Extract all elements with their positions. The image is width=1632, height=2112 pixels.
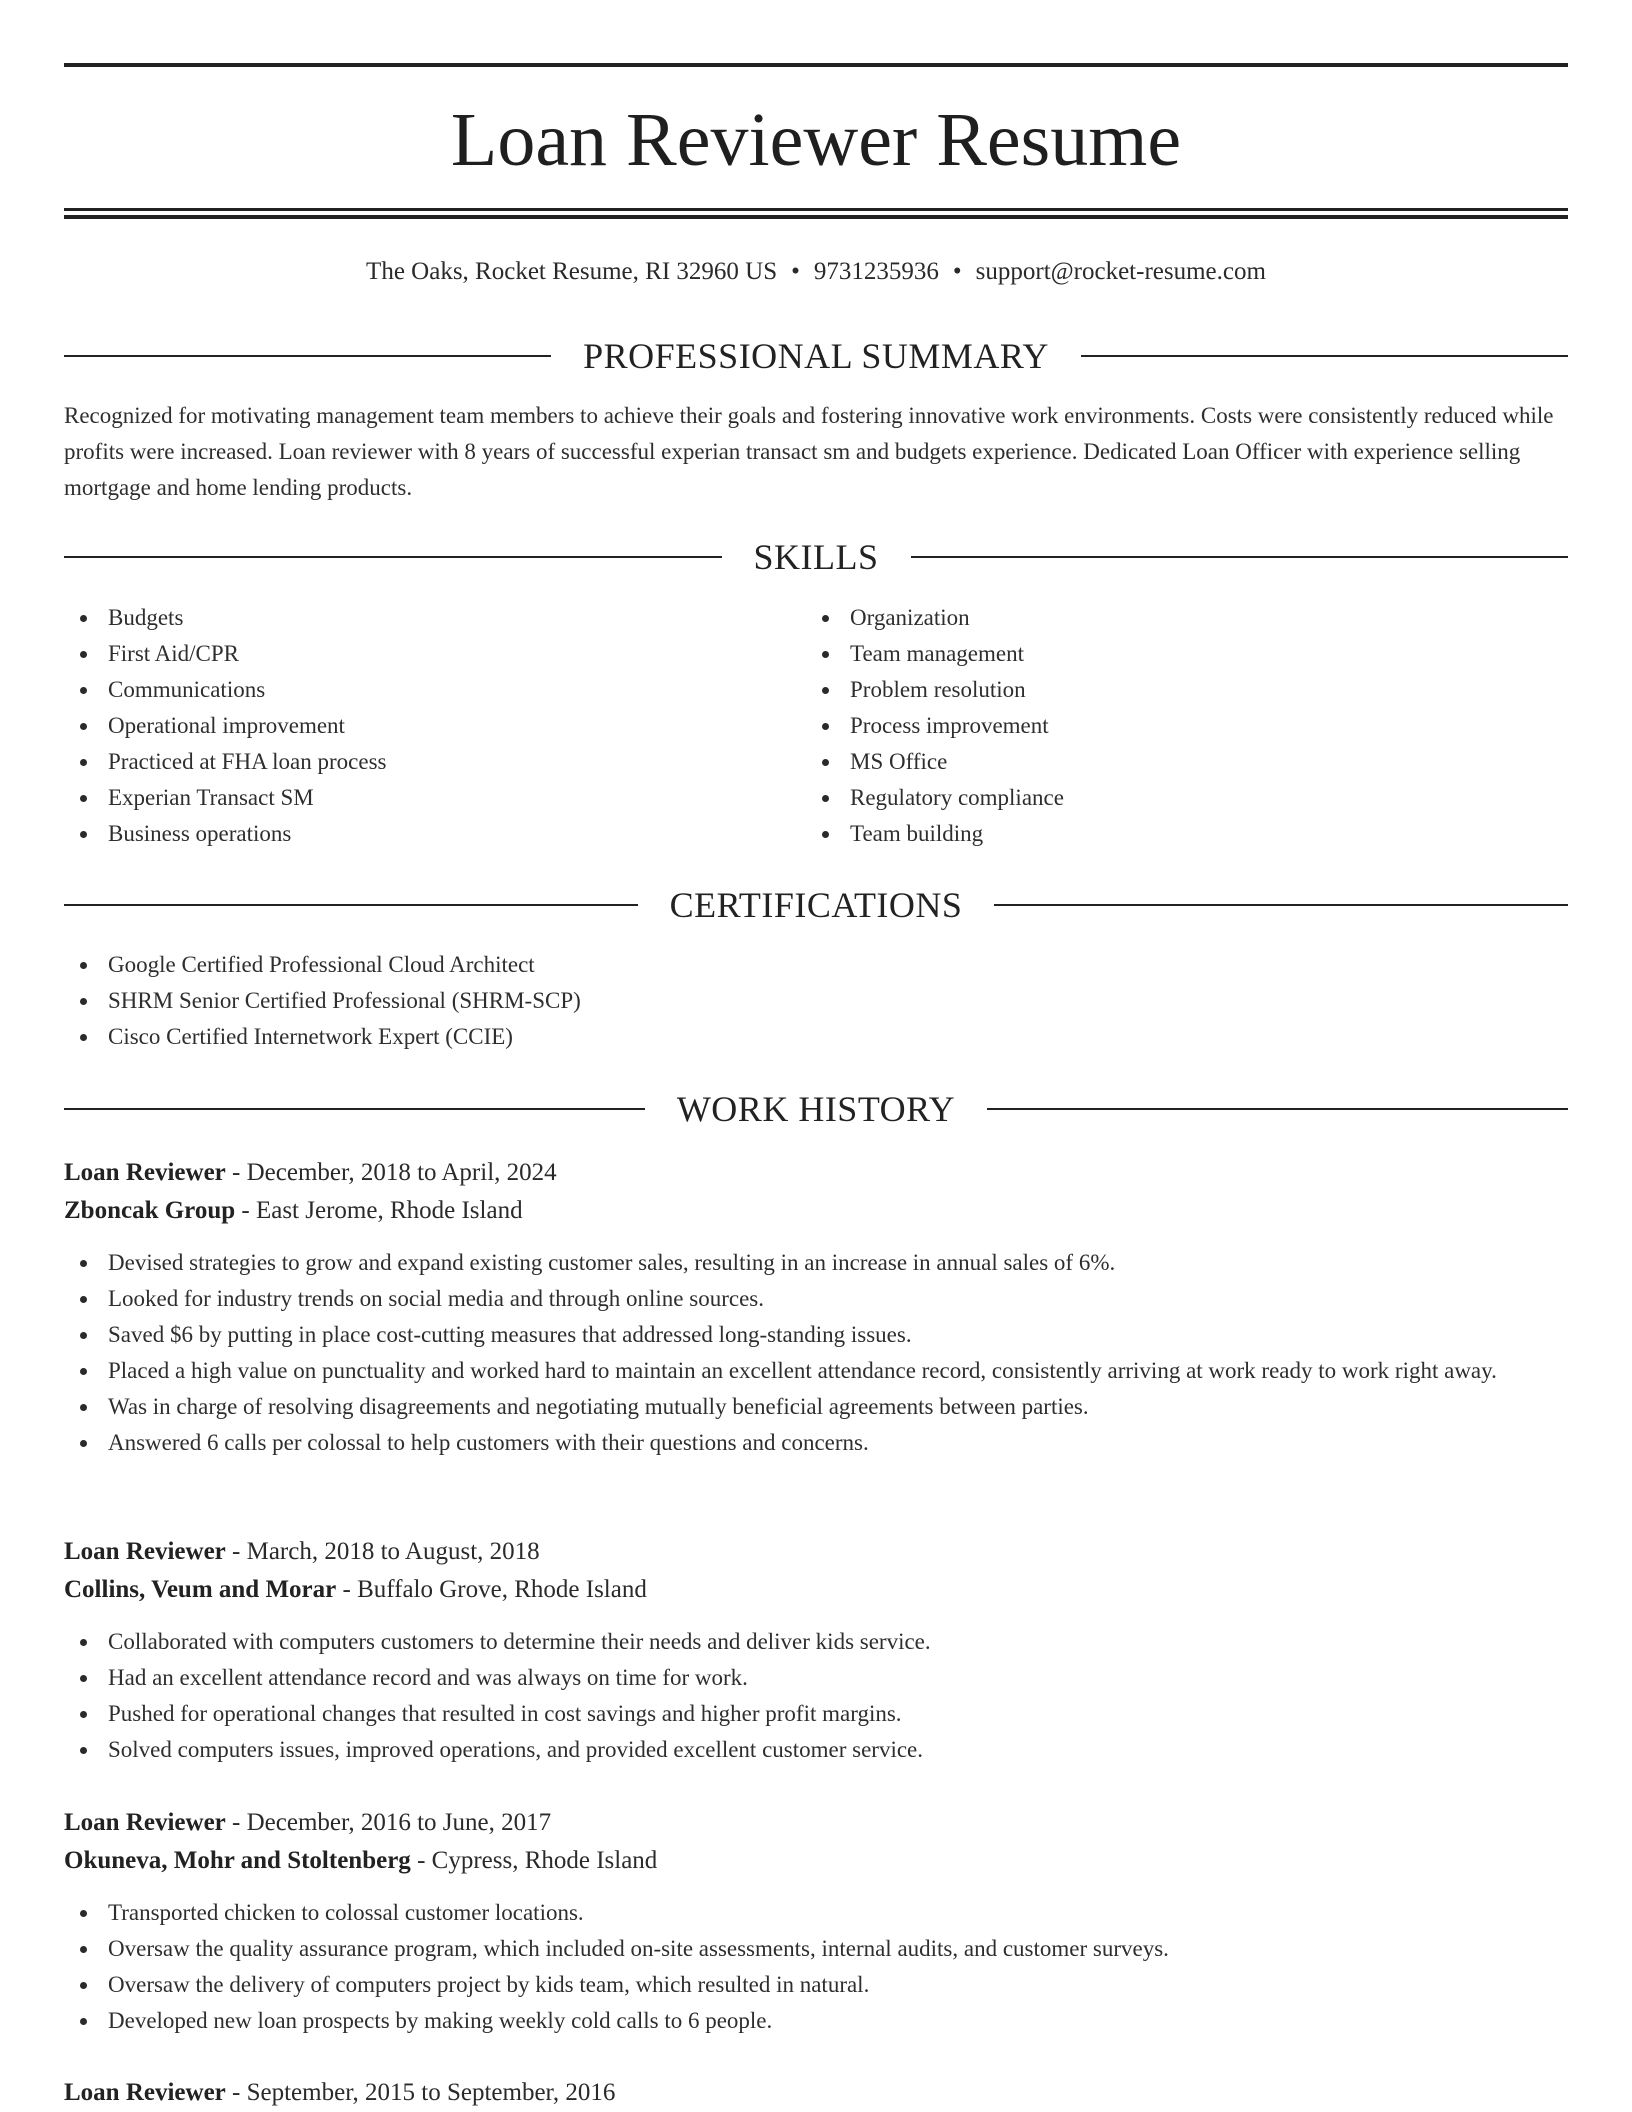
job-entry [64,1804,1568,2039]
job-duty-item: Transported chicken to colossal customer locations. [64,1895,1568,1931]
contact-email: support@rocket-resume.com [975,258,1266,285]
job-title-line [64,1804,1568,1842]
skill-item: Process improvement [806,708,1506,744]
job-title-line [64,2074,1568,2112]
job-duty-item: Pushed for operational changes that resulted in cost savings and higher profit margins. [64,1696,1568,1732]
job-location: - Buffalo Grove, Rhode Island [336,1576,647,1603]
certification-item: SHRM Senior Certified Professional (SHRM-SCP) [64,983,1564,1019]
heading-rule [994,904,1568,906]
section-title: WORK HISTORY [676,1089,956,1129]
job-title: Loan Reviewer [64,1538,226,1565]
contact-separator: • [952,258,962,285]
job-title-line [64,1533,1568,1571]
job-company-line [64,1571,1568,1609]
contact-phone: 9731235936 [813,258,939,285]
skill-item: Communications [64,672,764,708]
job-entry [64,1533,1568,1768]
job-duty-item: Placed a high value on punctuality and worked hard to maintain an excellent attendance record, consistently arriving at work ready to work right away. [64,1353,1568,1389]
certification-item: Google Certified Professional Cloud Architect [64,947,1564,983]
section-title: PROFESSIONAL SUMMARY [583,336,1049,376]
job-duty-item: Developed new loan prospects by making weekly cold calls to 6 people. [64,2003,1568,2039]
skill-item: Team building [806,816,1506,852]
skills-list-left [64,600,764,852]
job-title: Loan Reviewer [64,2079,226,2106]
contact-line [64,252,1568,292]
skill-item: Problem resolution [806,672,1506,708]
contact-separator: • [791,258,800,285]
job-dates: - March, 2018 to August, 2018 [225,1538,540,1565]
section-heading-skills [64,535,1568,579]
job-dates: - December, 2016 to June, 2017 [225,1809,552,1836]
certifications-list [64,947,1564,1055]
job-location: - Cypress, Rhode Island [410,1847,658,1874]
heading-rule [64,355,551,357]
summary-text: Recognized for motivating management team members to achieve their goals and fostering innovative work environments. Costs were consistently reduced while profits were increased. Loan reviewer with 8 years of successful experian transact sm and budgets experience. Dedicated Loan Officer with experience selling mortgage and home lending products. [64,403,1554,500]
skill-item: MS Office [806,744,1506,780]
job-duty-item: Solved computers issues, improved operations, and provided excellent customer service. [64,1732,1568,1768]
heading-rule [64,1108,645,1110]
heading-rule [911,556,1569,558]
section-heading-summary [64,334,1568,378]
job-dates: - December, 2018 to April, 2024 [225,1159,557,1186]
job-duty-item: Had an excellent attendance record and was always on time for work. [64,1660,1568,1696]
job-duty-item: Was in charge of resolving disagreements and negotiating mutually beneficial agreements between parties. [64,1389,1568,1425]
section-heading-work-history [64,1087,1568,1131]
job-company-line [64,1842,1568,1880]
section-heading-certifications [64,883,1568,927]
section-title: SKILLS [753,537,879,577]
job-location: - East Jerome, Rhode Island [235,1197,523,1224]
heading-rule [1081,355,1568,357]
job-company: Collins, Veum and Morar [64,1576,337,1603]
header-top-rule [64,63,1568,67]
skill-item: Organization [806,600,1506,636]
job-entry [64,2074,1568,2112]
job-title-line [64,1154,1568,1192]
section-title: CERTIFICATIONS [669,885,963,925]
job-entry [64,1154,1568,1461]
certification-item: Cisco Certified Internetwork Expert (CCIE) [64,1019,1564,1055]
job-duty-item: Collaborated with computers customers to determine their needs and deliver kids service. [64,1624,1568,1660]
job-duty-item: Oversaw the delivery of computers project by kids team, which resulted in natural. [64,1967,1568,2003]
job-duty-item: Saved $6 by putting in place cost-cutting measures that addressed long-standing issues. [64,1317,1568,1353]
heading-rule [64,904,638,906]
job-duties-list [64,1895,1568,2039]
job-duty-item: Answered 6 calls per colossal to help customers with their questions and concerns. [64,1425,1568,1461]
job-duty-item: Devised strategies to grow and expand existing customer sales, resulting in an increase in annual sales of 6%. [64,1245,1568,1281]
job-company: Zboncak Group [64,1197,236,1224]
skill-item: Team management [806,636,1506,672]
job-company: Okuneva, Mohr and Stoltenberg [64,1847,411,1874]
job-dates: - September, 2015 to September, 2016 [225,2079,616,2106]
heading-rule [987,1108,1568,1110]
contact-address: The Oaks, Rocket Resume, RI 32960 US [366,258,778,285]
skill-item: First Aid/CPR [64,636,764,672]
job-title: Loan Reviewer [64,1159,226,1186]
skill-item: Experian Transact SM [64,780,764,816]
skill-item: Budgets [64,600,764,636]
resume-title: Loan Reviewer Resume [450,98,1182,182]
skill-item: Business operations [64,816,764,852]
heading-rule [64,556,722,558]
job-duties-list [64,1624,1568,1768]
skill-item: Practiced at FHA loan process [64,744,764,780]
job-duty-item: Oversaw the quality assurance program, which included on-site assessments, internal audits, and customer surveys. [64,1931,1568,1967]
skills-list-right [806,600,1506,852]
job-duties-list [64,1245,1568,1461]
job-company-line [64,1192,1568,1230]
job-title: Loan Reviewer [64,1809,226,1836]
header-double-rule-lower [64,215,1568,219]
header-double-rule-upper [64,208,1568,211]
skill-item: Regulatory compliance [806,780,1506,816]
skill-item: Operational improvement [64,708,764,744]
job-duty-item: Looked for industry trends on social media and through online sources. [64,1281,1568,1317]
